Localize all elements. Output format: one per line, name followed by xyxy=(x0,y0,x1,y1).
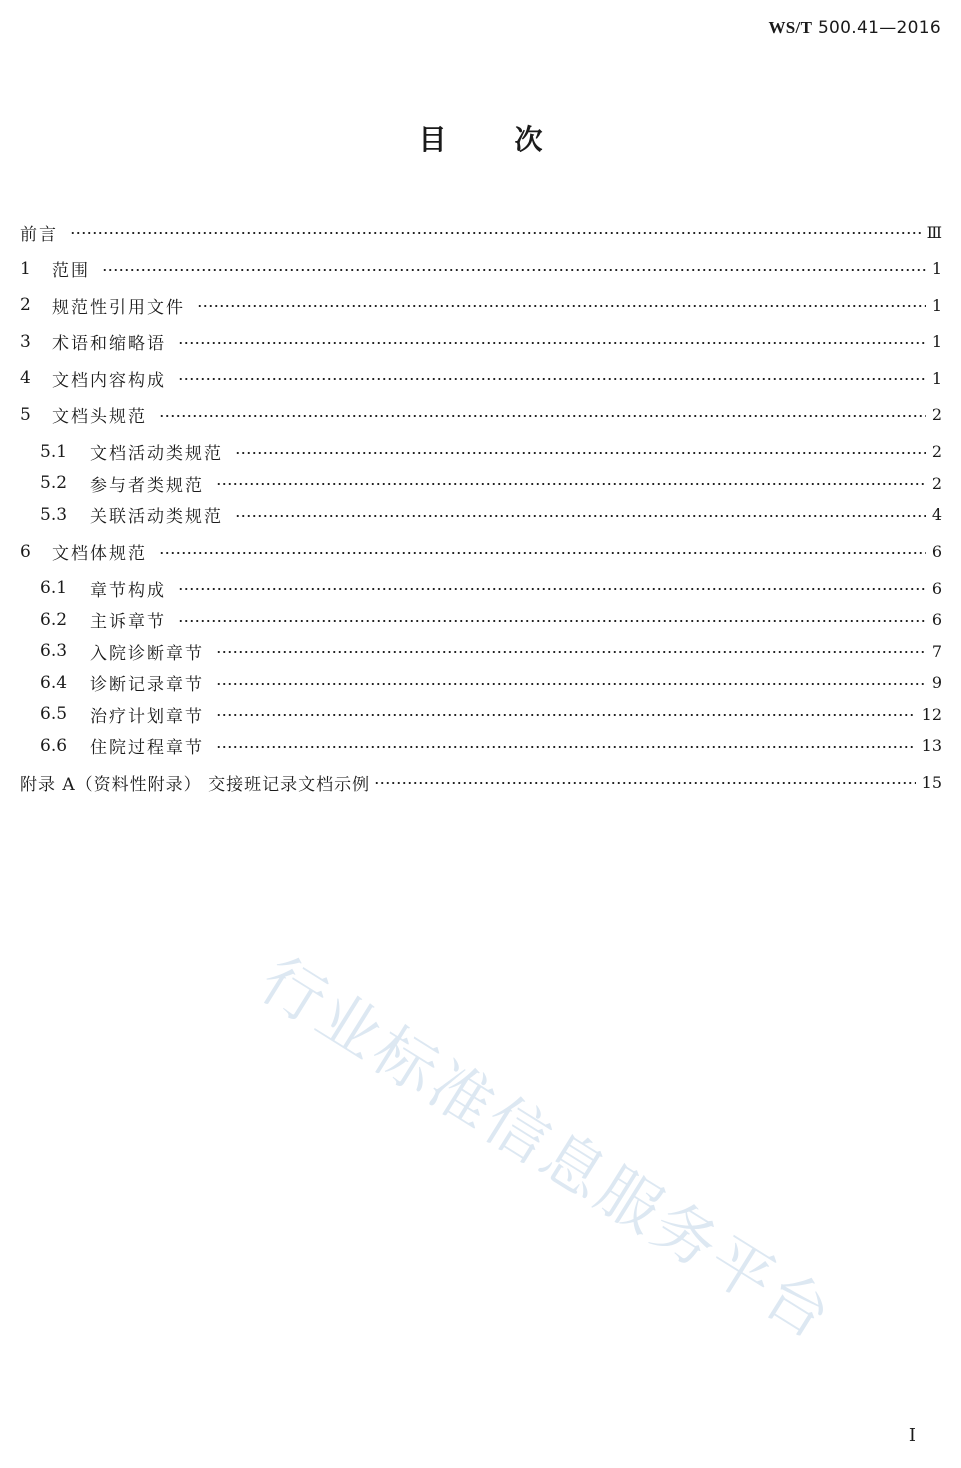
dot-leader xyxy=(178,342,926,344)
toc-entry-number: 5.3 xyxy=(40,504,68,525)
toc-entry-5-1[interactable] xyxy=(20,436,942,468)
toc-entry-number: 2 xyxy=(20,295,31,315)
toc-entry-scope[interactable] xyxy=(20,253,942,285)
toc-entry-page: 6 xyxy=(931,610,942,629)
dot-leader xyxy=(235,515,926,517)
dot-leader xyxy=(216,746,916,748)
toc-entry-page: 4 xyxy=(931,505,942,524)
toc-entry-title: 附录 A（资料性附录） 交接班记录文档示例 xyxy=(20,774,371,795)
toc-entry-title: 参与者类规范 xyxy=(90,475,204,496)
toc-entry-number: 6 xyxy=(20,541,31,562)
toc-entry-body-spec[interactable] xyxy=(20,536,942,568)
toc-entry-6-1[interactable] xyxy=(20,572,942,604)
toc-entry-title: 主诉章节 xyxy=(90,612,166,632)
toc-entry-number: 6.4 xyxy=(40,672,68,693)
toc-entry-terms[interactable] xyxy=(20,326,942,358)
dot-leader xyxy=(235,452,926,454)
toc-entry-title: 治疗计划章节 xyxy=(90,706,204,727)
page-title xyxy=(0,118,961,158)
toc-entry-title: 章节构成 xyxy=(90,580,166,601)
toc-entry-title: 文档体规范 xyxy=(52,544,147,564)
toc-entry-6-6[interactable] xyxy=(20,730,942,762)
toc-entry-page: 1 xyxy=(931,368,942,388)
toc-entry-6-2[interactable] xyxy=(20,604,942,636)
toc-entry-title: 范围 xyxy=(52,261,90,281)
toc-entry-header-spec[interactable] xyxy=(20,399,942,431)
toc-entry-title: 关联活动类规范 xyxy=(90,507,223,527)
toc-entry-title: 住院过程章节 xyxy=(90,738,204,758)
toc-entry-title: 文档内容构成 xyxy=(52,370,166,391)
toc-entry-page: 1 xyxy=(931,332,942,351)
dot-leader xyxy=(159,552,926,554)
toc-entry-page: 1 xyxy=(931,295,942,315)
toc-entry-5-2[interactable] xyxy=(20,467,942,499)
page-number: I xyxy=(908,1425,916,1446)
toc-entry-number: 4 xyxy=(20,368,31,388)
toc-entry-number: 6.1 xyxy=(40,578,68,598)
dot-leader xyxy=(216,651,926,653)
standard-code xyxy=(769,18,942,38)
watermark: 行业标准信息服务平台 xyxy=(248,942,847,1355)
toc-entry-page: 7 xyxy=(931,641,942,661)
toc-entry-page: 1 xyxy=(931,259,942,278)
dot-leader xyxy=(216,683,926,685)
toc-entry-title: 诊断记录章节 xyxy=(90,675,204,695)
dot-leader xyxy=(216,714,916,716)
toc-entry-normative-references[interactable] xyxy=(20,289,942,321)
toc-entry-document-content[interactable] xyxy=(20,362,942,394)
dot-leader xyxy=(374,782,916,784)
title-char-2: 次 xyxy=(514,123,543,156)
toc-entry-page: 6 xyxy=(931,542,942,561)
toc-entry-title: 前言 xyxy=(20,224,58,245)
toc-entry-5-3[interactable] xyxy=(20,499,942,531)
dot-leader xyxy=(178,588,926,590)
toc-entry-number: 6.5 xyxy=(40,704,68,724)
toc-entry-page: 2 xyxy=(931,405,942,424)
toc-entry-6-5[interactable] xyxy=(20,698,942,730)
toc-entry-number: 5.2 xyxy=(40,473,68,493)
standard-prefix: WS/T xyxy=(768,18,813,37)
dot-leader xyxy=(102,269,926,271)
toc-entry-page: Ⅲ xyxy=(926,222,942,242)
dot-leader xyxy=(70,232,921,234)
toc-entry-number: 6.2 xyxy=(40,609,68,630)
title-char-1: 目 xyxy=(418,123,447,156)
toc-entry-page: 12 xyxy=(921,704,942,724)
toc-entry-title: 入院诊断章节 xyxy=(90,643,204,664)
toc-entry-number: 3 xyxy=(20,331,31,352)
dot-leader xyxy=(197,305,926,307)
toc-entry-title: 文档活动类规范 xyxy=(90,444,223,464)
toc-entry-page: 13 xyxy=(921,736,942,755)
toc-entry-6-3[interactable] xyxy=(20,635,942,667)
toc-entry-page: 2 xyxy=(931,473,942,493)
dot-leader xyxy=(178,378,926,380)
dot-leader xyxy=(178,620,926,622)
toc-entry-number: 5 xyxy=(20,404,31,425)
dot-leader xyxy=(159,415,926,417)
toc-entry-page: 6 xyxy=(931,578,942,598)
toc-entry-appendix-a[interactable] xyxy=(20,766,942,798)
toc-entry-number: 6.6 xyxy=(40,735,68,756)
toc-entry-title: 规范性引用文件 xyxy=(52,297,185,318)
toc-entry-number: 1 xyxy=(20,258,31,279)
toc-entry-title: 文档头规范 xyxy=(52,407,147,427)
toc-entry-foreword[interactable] xyxy=(20,216,942,248)
toc-entry-number: 6.3 xyxy=(40,641,68,661)
toc-entry-title: 术语和缩略语 xyxy=(52,334,166,354)
toc-entry-number: 5.1 xyxy=(40,441,68,462)
toc-entry-page: 9 xyxy=(931,673,942,692)
toc-entry-page: 15 xyxy=(921,772,942,792)
dot-leader xyxy=(216,483,926,485)
standard-number: 500.41—2016 xyxy=(817,18,941,38)
toc-entry-page: 2 xyxy=(931,442,942,461)
toc-entry-6-4[interactable] xyxy=(20,667,942,699)
